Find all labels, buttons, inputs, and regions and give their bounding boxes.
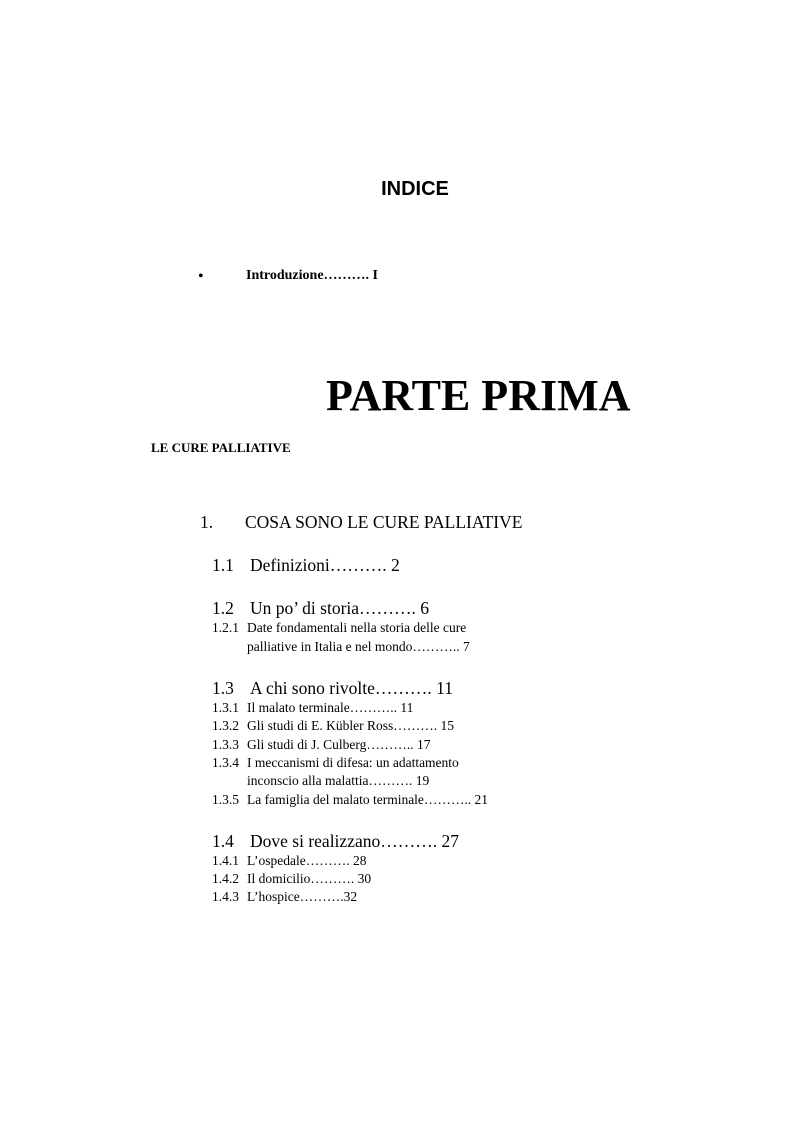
toc-subsection[interactable]: [212, 737, 431, 753]
subsection-number: 1.3.3: [212, 737, 239, 752]
toc-subsection[interactable]: [212, 718, 454, 734]
subsection-title: Il malato terminale……….. 11: [247, 700, 414, 715]
section-number: 1.1: [212, 555, 234, 575]
subsection-number: 1.3.1: [212, 700, 239, 715]
subsection-title: Il domicilio………. 30: [247, 871, 372, 886]
toc-subsection-continuation[interactable]: palliative in Italia e nel mondo……….. 7: [247, 639, 470, 654]
subsection-number: 1.4.2: [212, 871, 239, 886]
toc-section[interactable]: [212, 678, 453, 699]
toc-section[interactable]: [212, 598, 429, 619]
chapter-number: 1.: [200, 512, 214, 532]
toc-subsection[interactable]: [212, 889, 357, 905]
toc-subsection-continuation[interactable]: inconscio alla malattia………. 19: [247, 773, 430, 788]
subsection-title: Gli studi di J. Culberg……….. 17: [247, 737, 431, 752]
subsection-title: I meccanismi di difesa: un adattamento: [247, 755, 459, 770]
section-title: Definizioni………. 2: [250, 555, 400, 575]
subsection-title: Date fondamentali nella storia delle cure: [247, 620, 467, 635]
subsection-number: 1.3.4: [212, 755, 239, 770]
section-title: Dove si realizzano………. 27: [250, 831, 459, 851]
section-number: 1.3: [212, 678, 234, 698]
subsection-title: L’hospice……….32: [247, 889, 358, 904]
intro-entry[interactable]: Introduzione………. I: [246, 268, 378, 283]
part-title: PARTE PRIMA: [326, 371, 631, 420]
part-subtitle: LE CURE PALLIATIVE: [151, 440, 291, 455]
toc-subsection[interactable]: [212, 620, 466, 636]
toc-subsection[interactable]: [212, 871, 371, 887]
page-title: INDICE: [381, 178, 449, 200]
bullet-icon: •: [198, 268, 204, 285]
toc-subsection[interactable]: [212, 700, 413, 716]
chapter-title[interactable]: COSA SONO LE CURE PALLIATIVE: [245, 512, 523, 532]
section-number: 1.4: [212, 831, 234, 851]
section-title: Un po’ di storia………. 6: [250, 598, 430, 618]
toc-subsection[interactable]: [212, 853, 366, 869]
toc-section[interactable]: [212, 555, 400, 576]
toc-subsection[interactable]: [212, 755, 459, 771]
subsection-number: 1.4.1: [212, 853, 239, 868]
subsection-number: 1.4.3: [212, 889, 239, 904]
toc-subsection[interactable]: [212, 792, 488, 808]
section-number: 1.2: [212, 598, 234, 618]
subsection-title: L’ospedale………. 28: [247, 853, 367, 868]
toc-section[interactable]: [212, 831, 459, 852]
subsection-title: La famiglia del malato terminale……….. 21: [247, 792, 489, 807]
section-title: A chi sono rivolte………. 11: [250, 678, 454, 698]
subsection-title: Gli studi di E. Kübler Ross………. 15: [247, 718, 455, 733]
subsection-number: 1.3.2: [212, 718, 239, 733]
subsection-number: 1.3.5: [212, 792, 239, 807]
subsection-number: 1.2.1: [212, 620, 239, 635]
